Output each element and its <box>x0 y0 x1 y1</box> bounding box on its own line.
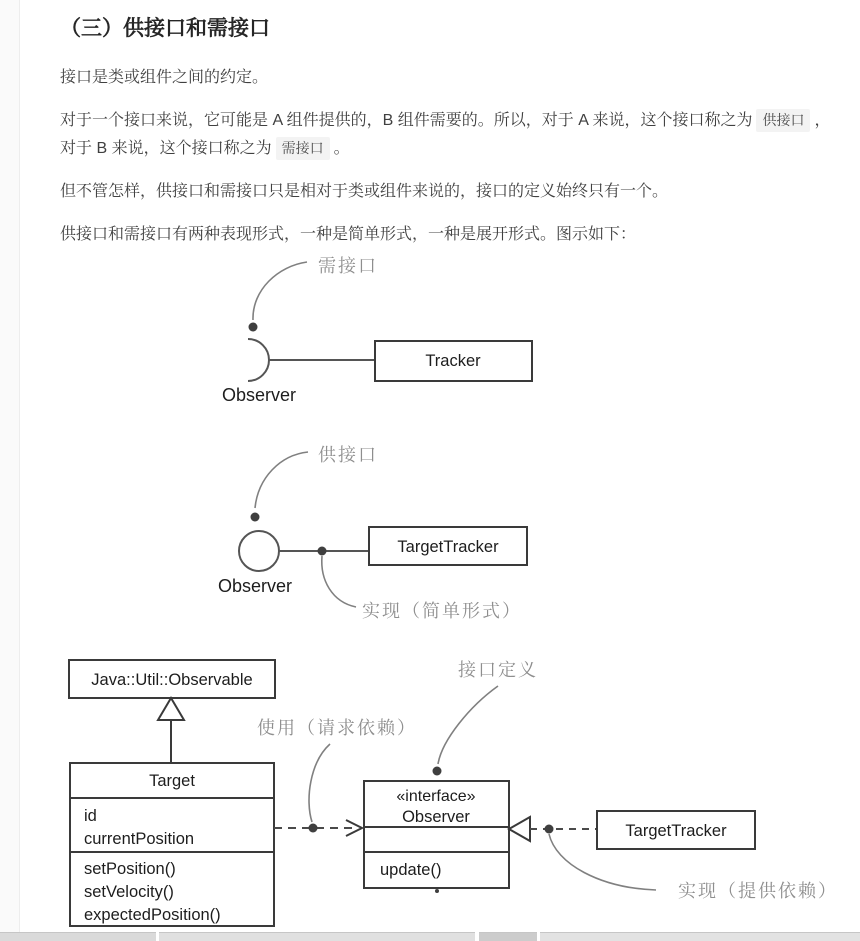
paragraph-definition-text-1: 对于一个接口来说，它可能是 A 组件提供的，B 组件需要的。所以，对于 A 来说，这个接口称之为 <box>60 112 753 129</box>
target-tracker-label: TargetTracker <box>397 538 499 556</box>
interface-method-update: update() <box>380 861 442 879</box>
provided-interface-callout: 供接口 <box>318 445 378 465</box>
section-heading: （三）供接口和需接口 <box>60 17 270 40</box>
interface-definition-curve <box>438 686 498 764</box>
article-content <box>60 14 844 264</box>
realization-curve <box>322 556 356 607</box>
edge-segment <box>159 932 475 941</box>
content-left-border <box>0 0 20 941</box>
paragraph-forms: 供接口和需接口有两种表现形式，一种是简单形式，一种是展开形式。图示如下： <box>60 226 637 243</box>
observer-name-label: Observer <box>222 385 297 405</box>
use-dependency-curve <box>309 744 330 822</box>
callout-curve <box>255 452 308 508</box>
interface-definition-label: 接口定义 <box>458 660 538 680</box>
target-attr-currentposition: currentPosition <box>84 830 195 848</box>
paragraph-definition <box>60 107 844 163</box>
inline-code-provided-interface: 供接口 <box>756 109 810 132</box>
use-dependency-dot <box>309 824 318 833</box>
diagram-required-interface <box>180 250 550 410</box>
observable-label: Java::Util::Observable <box>91 671 253 689</box>
target-method-expectedposition: expectedPosition() <box>84 906 221 924</box>
small-artifact-dot <box>435 889 439 893</box>
realization-provided-label: 实现（提供依赖） <box>678 881 838 901</box>
edge-segment <box>479 932 537 941</box>
callout-curve <box>253 262 307 320</box>
interface-def-dot <box>433 767 442 776</box>
realization-simple-label: 实现（简单形式） <box>362 601 522 621</box>
paragraph-definition-text-3: 。 <box>333 140 350 157</box>
inline-code-required-interface: 需接口 <box>276 137 330 160</box>
callout-dot <box>249 323 258 332</box>
interface-stereotype: «interface» <box>396 788 476 805</box>
generalization-triangle-icon <box>158 698 184 720</box>
ball-interface-icon <box>239 531 279 571</box>
paragraph-intro: 接口是类或组件之间的约定。 <box>60 69 269 86</box>
realization-dot <box>545 825 554 834</box>
realization-triangle-icon <box>509 817 530 841</box>
paragraph-note: 但不管怎样，供接口和需接口只是相对于类或组件来说的，接口的定义始终只有一个。 <box>60 183 669 200</box>
tracker-box-label: Tracker <box>425 352 481 370</box>
target-method-setvelocity: setVelocity() <box>84 883 174 901</box>
socket-arc-icon <box>248 339 269 381</box>
next-block-top-edge <box>0 932 860 941</box>
use-dependency-label: 使用（请求依赖） <box>257 718 417 738</box>
edge-segment <box>0 932 156 941</box>
observer-name-label: Observer <box>218 576 293 596</box>
target-tracker-label: TargetTracker <box>625 822 727 840</box>
target-attr-id: id <box>84 807 97 825</box>
diagram-expanded-form <box>40 648 850 932</box>
diagram-provided-interface <box>180 438 550 628</box>
realization-dot <box>318 547 327 556</box>
interface-class-name: Observer <box>402 808 470 826</box>
target-method-setposition: setPosition() <box>84 860 176 878</box>
required-interface-callout: 需接口 <box>318 256 378 276</box>
edge-segment <box>540 932 860 941</box>
paragraph-definition-text-2: ，对于 B 来说，这个接口称之为 <box>60 112 831 157</box>
callout-dot <box>251 513 260 522</box>
target-class-name: Target <box>149 772 195 790</box>
